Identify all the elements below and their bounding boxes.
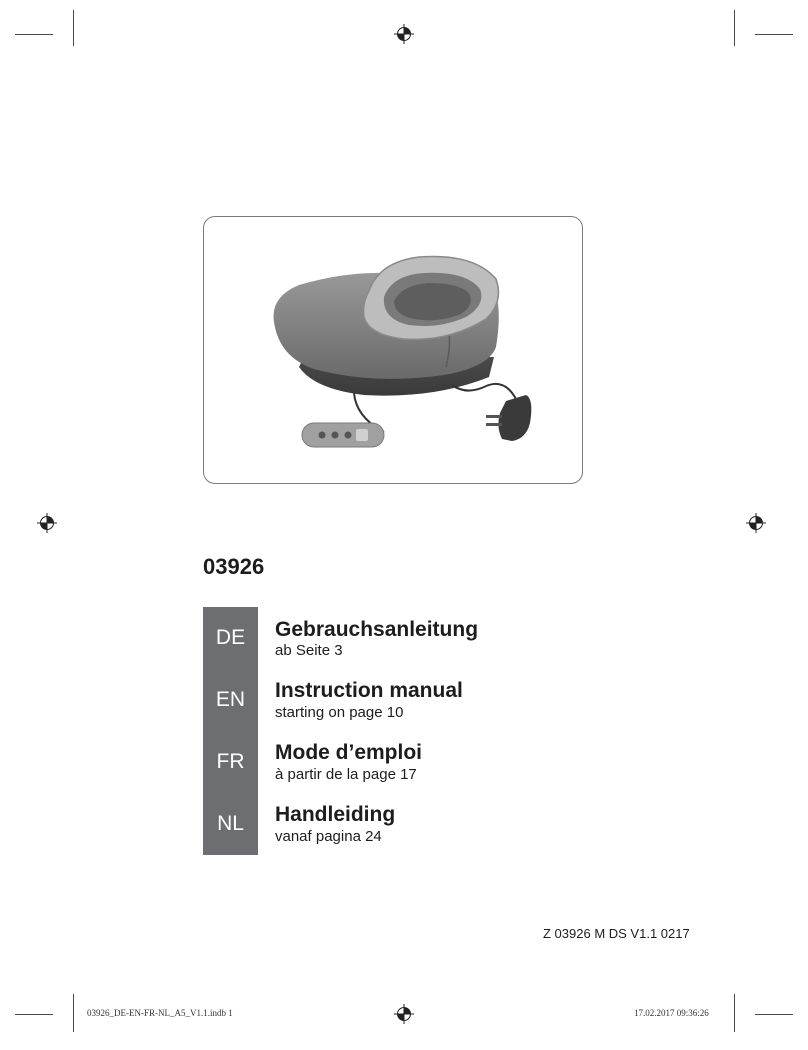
slug-filename: 03926_DE-EN-FR-NL_A5_V1.1.indb 1 [87,1008,233,1018]
language-title: Gebrauchsanleitung [275,618,479,641]
product-image-frame [203,216,583,484]
language-code: FR [216,750,245,773]
language-code: EN [215,688,246,711]
article-number: 03926 [203,554,265,579]
crop-mark [755,34,793,35]
registration-mark-icon [394,1004,414,1024]
language-title: Instruction manual [275,679,463,702]
crop-mark [73,994,74,1032]
language-code: NL [217,812,244,835]
crop-mark [73,10,74,46]
registration-mark-icon [37,513,57,533]
language-title: Handleiding [275,803,396,826]
crop-mark [734,994,735,1032]
slug-timestamp: 17.02.2017 09:36:26 [634,1008,709,1018]
language-title: Mode d’emploi [275,741,422,764]
registration-mark-icon [394,24,414,44]
crop-mark [755,1014,793,1015]
language-subtitle: à partir de la page 17 [275,766,417,783]
registration-mark-icon [746,513,766,533]
language-subtitle: ab Seite 3 [275,642,343,659]
crop-mark [734,10,735,46]
language-subtitle: starting on page 10 [275,704,404,721]
document-code: Z 03926 M DS V1.1 0217 [543,926,690,941]
crop-mark [15,1014,53,1015]
language-code: DE [215,626,246,649]
crop-mark [15,34,53,35]
foot-massager-icon [204,217,584,485]
language-subtitle: vanaf pagina 24 [275,828,382,845]
